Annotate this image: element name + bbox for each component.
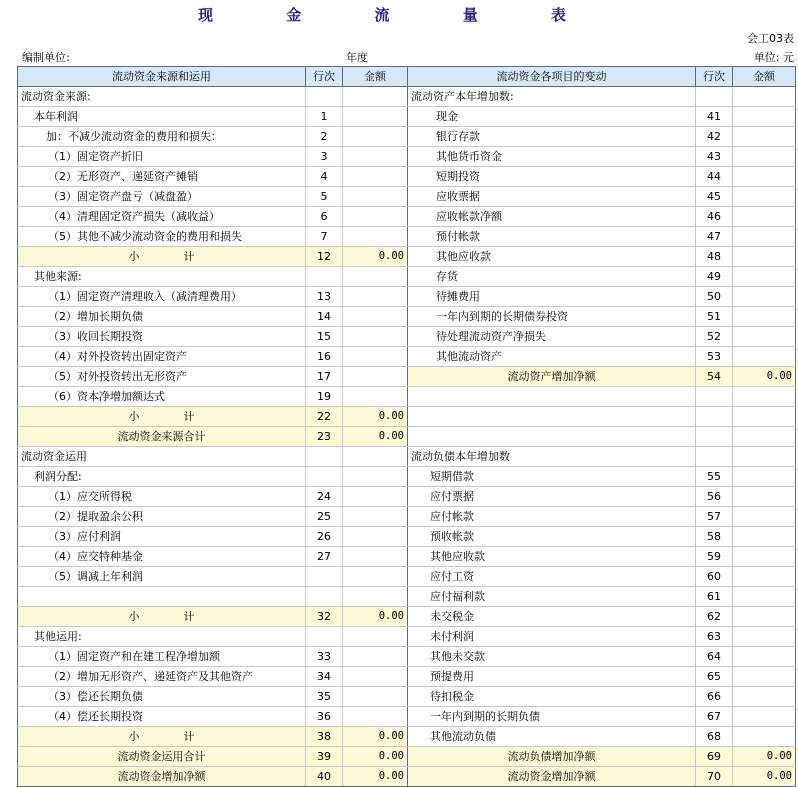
right-amount-cell[interactable] xyxy=(733,407,796,427)
right-amount-cell[interactable]: 0.00 xyxy=(733,747,796,767)
right-item-cell: 现金 xyxy=(408,107,696,127)
left-item-cell: （5）其他不减少流动资金的费用和损失 xyxy=(18,227,306,247)
left-item-cell: （1）固定资产清理收入（减清理费用） xyxy=(18,287,306,307)
table-row xyxy=(18,147,796,167)
table-row xyxy=(18,427,796,447)
right-item-cell xyxy=(408,387,696,407)
right-item-cell: 其他应收款 xyxy=(408,247,696,267)
right-item-cell: 预提费用 xyxy=(408,667,696,687)
right-line-cell: 50 xyxy=(696,287,733,307)
right-item-cell: 待扣税金 xyxy=(408,687,696,707)
left-line-cell: 34 xyxy=(306,667,343,687)
left-line-cell: 35 xyxy=(306,687,343,707)
left-item-cell: 小 计 xyxy=(18,727,306,747)
left-line-cell: 4 xyxy=(306,167,343,187)
right-item-cell: 银行存款 xyxy=(408,127,696,147)
table-row xyxy=(18,367,796,387)
left-item-cell: （1）固定资产折旧 xyxy=(18,147,306,167)
right-line-cell: 70 xyxy=(696,767,733,787)
left-item-cell: 流动资金运用 xyxy=(18,447,306,467)
left-line-cell: 3 xyxy=(306,147,343,167)
left-line-cell: 25 xyxy=(306,507,343,527)
left-amount-cell[interactable]: 0.00 xyxy=(343,727,408,747)
left-item-cell xyxy=(18,587,306,607)
right-amount-cell[interactable] xyxy=(733,227,796,247)
right-amount-cell[interactable] xyxy=(733,247,796,267)
right-item-cell: 短期借款 xyxy=(408,467,696,487)
right-line-cell: 43 xyxy=(696,147,733,167)
left-item-cell: （4）对外投资转出固定资产 xyxy=(18,347,306,367)
right-amount-cell[interactable] xyxy=(733,547,796,567)
right-line-cell: 48 xyxy=(696,247,733,267)
left-amount-cell[interactable] xyxy=(343,387,408,407)
left-amount-cell[interactable] xyxy=(343,367,408,387)
header-left-item: 流动资金来源和运用 xyxy=(18,67,306,87)
right-amount-cell[interactable] xyxy=(733,147,796,167)
right-amount-cell[interactable] xyxy=(733,607,796,627)
left-line-cell: 19 xyxy=(306,387,343,407)
right-line-cell xyxy=(696,407,733,427)
table-row xyxy=(18,307,796,327)
left-amount-cell[interactable]: 0.00 xyxy=(343,427,408,447)
right-amount-cell[interactable] xyxy=(733,447,796,467)
left-item-cell: （3）偿还长期负债 xyxy=(18,687,306,707)
right-item-cell: 应付工资 xyxy=(408,567,696,587)
right-line-cell xyxy=(696,387,733,407)
left-line-cell: 24 xyxy=(306,487,343,507)
right-line-cell: 69 xyxy=(696,747,733,767)
right-line-cell: 42 xyxy=(696,127,733,147)
table-row xyxy=(18,227,796,247)
left-amount-cell[interactable] xyxy=(343,547,408,567)
right-amount-cell[interactable] xyxy=(733,107,796,127)
right-item-cell: 其他流动负债 xyxy=(408,727,696,747)
left-amount-cell[interactable] xyxy=(343,267,408,287)
right-item-cell: 其他流动资产 xyxy=(408,347,696,367)
right-amount-cell[interactable] xyxy=(733,267,796,287)
right-line-cell: 54 xyxy=(696,367,733,387)
left-item-cell: 流动资金来源合计 xyxy=(18,427,306,447)
right-amount-cell[interactable] xyxy=(733,327,796,347)
right-item-cell: 流动资产增加净额 xyxy=(408,367,696,387)
left-line-cell: 32 xyxy=(306,607,343,627)
left-amount-cell[interactable] xyxy=(343,307,408,327)
left-item-cell: （2）增加长期负债 xyxy=(18,307,306,327)
left-item-cell: 利润分配: xyxy=(18,467,306,487)
left-amount-cell[interactable] xyxy=(343,327,408,347)
right-item-cell: 应收帐款净额 xyxy=(408,207,696,227)
left-amount-cell[interactable] xyxy=(343,507,408,527)
left-item-cell: （3）收回长期投资 xyxy=(18,327,306,347)
table-row xyxy=(18,107,796,127)
left-amount-cell[interactable]: 0.00 xyxy=(343,607,408,627)
left-amount-cell[interactable]: 0.00 xyxy=(343,767,408,787)
table-row xyxy=(18,127,796,147)
page-title: 现 金 流 量 表 xyxy=(198,6,600,24)
left-line-cell: 26 xyxy=(306,527,343,547)
left-line-cell: 22 xyxy=(306,407,343,427)
table-row xyxy=(18,87,796,107)
right-line-cell: 61 xyxy=(696,587,733,607)
table-row xyxy=(18,267,796,287)
left-amount-cell[interactable] xyxy=(343,127,408,147)
right-amount-cell[interactable] xyxy=(733,127,796,147)
right-line-cell: 53 xyxy=(696,347,733,367)
table-row xyxy=(18,587,796,607)
left-item-cell: 其他来源: xyxy=(18,267,306,287)
right-item-cell: 一年内到期的长期债券投资 xyxy=(408,307,696,327)
right-line-cell: 58 xyxy=(696,527,733,547)
right-line-cell xyxy=(696,427,733,447)
table-row xyxy=(18,327,796,347)
left-amount-cell[interactable]: 0.00 xyxy=(343,747,408,767)
left-amount-cell[interactable] xyxy=(343,647,408,667)
left-amount-cell[interactable] xyxy=(343,87,408,107)
right-line-cell: 59 xyxy=(696,547,733,567)
cash-flow-table xyxy=(17,66,796,787)
right-amount-cell[interactable] xyxy=(733,287,796,307)
header-left-line: 行次 xyxy=(306,67,343,87)
left-item-cell: （3）应付利润 xyxy=(18,527,306,547)
table-row xyxy=(18,547,796,567)
left-line-cell: 14 xyxy=(306,307,343,327)
header-right-item: 流动资金各项目的变动 xyxy=(408,67,696,87)
table-row xyxy=(18,667,796,687)
table-row xyxy=(18,647,796,667)
right-amount-cell[interactable] xyxy=(733,207,796,227)
header-left-amount: 金额 xyxy=(343,67,408,87)
table-row xyxy=(18,487,796,507)
table-row xyxy=(18,707,796,727)
left-amount-cell[interactable] xyxy=(343,567,408,587)
right-item-cell: 应付帐款 xyxy=(408,507,696,527)
right-item-cell: 应付福利款 xyxy=(408,587,696,607)
header-right-amount: 金额 xyxy=(733,67,796,87)
table-row xyxy=(18,247,796,267)
left-line-cell: 40 xyxy=(306,767,343,787)
right-line-cell: 66 xyxy=(696,687,733,707)
table-row xyxy=(18,347,796,367)
left-line-cell: 12 xyxy=(306,247,343,267)
left-line-cell: 33 xyxy=(306,647,343,667)
right-item-cell: 预付帐款 xyxy=(408,227,696,247)
left-amount-cell[interactable] xyxy=(343,207,408,227)
right-item-cell xyxy=(408,427,696,447)
left-amount-cell[interactable] xyxy=(343,487,408,507)
left-amount-cell[interactable] xyxy=(343,667,408,687)
right-item-cell: 预收帐款 xyxy=(408,527,696,547)
right-item-cell: 一年内到期的长期负债 xyxy=(408,707,696,727)
left-item-cell: （4）应交特种基金 xyxy=(18,547,306,567)
right-amount-cell[interactable] xyxy=(733,427,796,447)
table-header-row xyxy=(18,67,796,87)
table-row xyxy=(18,187,796,207)
left-amount-cell[interactable] xyxy=(343,467,408,487)
left-line-cell: 13 xyxy=(306,287,343,307)
left-item-cell: （4）偿还长期投资 xyxy=(18,707,306,727)
right-item-cell: 待处理流动资产净损失 xyxy=(408,327,696,347)
left-line-cell xyxy=(306,87,343,107)
right-line-cell: 49 xyxy=(696,267,733,287)
right-amount-cell[interactable] xyxy=(733,587,796,607)
left-line-cell: 17 xyxy=(306,367,343,387)
right-item-cell: 应收票据 xyxy=(408,187,696,207)
left-item-cell: （6）资本净增加额达式 xyxy=(18,387,306,407)
right-line-cell: 47 xyxy=(696,227,733,247)
right-line-cell: 52 xyxy=(696,327,733,347)
left-line-cell: 23 xyxy=(306,427,343,447)
left-amount-cell[interactable] xyxy=(343,347,408,367)
left-item-cell: （2）增加无形资产、递延资产及其他资产 xyxy=(18,667,306,687)
table-row xyxy=(18,407,796,427)
right-amount-cell[interactable] xyxy=(733,487,796,507)
left-item-cell: （5）调减上年利润 xyxy=(18,567,306,587)
table-row xyxy=(18,527,796,547)
right-line-cell xyxy=(696,447,733,467)
left-line-cell xyxy=(306,267,343,287)
left-item-cell: （1）固定资产和在建工程净增加额 xyxy=(18,647,306,667)
left-item-cell: 小 计 xyxy=(18,607,306,627)
table-row xyxy=(18,567,796,587)
left-amount-cell[interactable] xyxy=(343,627,408,647)
right-amount-cell[interactable] xyxy=(733,387,796,407)
table-row xyxy=(18,207,796,227)
left-item-cell: 流动资金增加净额 xyxy=(18,767,306,787)
left-item-cell: 本年利润 xyxy=(18,107,306,127)
right-item-cell: 未付利润 xyxy=(408,627,696,647)
left-amount-cell[interactable] xyxy=(343,447,408,467)
right-item-cell: 流动资金增加净额 xyxy=(408,767,696,787)
left-item-cell: （5）对外投资转出无形资产 xyxy=(18,367,306,387)
left-amount-cell[interactable] xyxy=(343,167,408,187)
left-amount-cell[interactable] xyxy=(343,187,408,207)
left-item-cell: （2）无形资产、递延资产摊销 xyxy=(18,167,306,187)
right-item-cell: 待摊费用 xyxy=(408,287,696,307)
left-line-cell xyxy=(306,587,343,607)
right-line-cell: 67 xyxy=(696,707,733,727)
right-amount-cell[interactable] xyxy=(733,87,796,107)
left-line-cell: 5 xyxy=(306,187,343,207)
table-row xyxy=(18,167,796,187)
right-amount-cell[interactable]: 0.00 xyxy=(733,367,796,387)
left-line-cell: 38 xyxy=(306,727,343,747)
right-item-cell: 其他应收款 xyxy=(408,547,696,567)
right-line-cell: 55 xyxy=(696,467,733,487)
left-line-cell: 39 xyxy=(306,747,343,767)
right-line-cell: 64 xyxy=(696,647,733,667)
right-item-cell xyxy=(408,407,696,427)
right-amount-cell[interactable] xyxy=(733,687,796,707)
right-amount-cell[interactable] xyxy=(733,527,796,547)
left-amount-cell[interactable] xyxy=(343,107,408,127)
right-line-cell: 41 xyxy=(696,107,733,127)
left-amount-cell[interactable] xyxy=(343,527,408,547)
right-amount-cell[interactable] xyxy=(733,727,796,747)
table-row xyxy=(18,447,796,467)
table-row xyxy=(18,607,796,627)
table-row xyxy=(18,627,796,647)
right-line-cell: 57 xyxy=(696,507,733,527)
left-amount-cell[interactable] xyxy=(343,587,408,607)
right-item-cell: 流动负债本年增加数 xyxy=(408,447,696,467)
right-amount-cell[interactable] xyxy=(733,307,796,327)
left-amount-cell[interactable] xyxy=(343,227,408,247)
right-amount-cell[interactable] xyxy=(733,707,796,727)
currency-unit: 单位: 元 xyxy=(753,51,794,64)
left-amount-cell[interactable]: 0.00 xyxy=(343,407,408,427)
left-item-cell: 小 计 xyxy=(18,407,306,427)
left-line-cell: 7 xyxy=(306,227,343,247)
left-line-cell xyxy=(306,627,343,647)
left-line-cell: 16 xyxy=(306,347,343,367)
left-item-cell: （3）固定资产盘亏（减盘盈） xyxy=(18,187,306,207)
right-line-cell: 63 xyxy=(696,627,733,647)
left-item-cell: （4）清理固定资产损失（减收益） xyxy=(18,207,306,227)
table-row xyxy=(18,287,796,307)
right-item-cell: 未交税金 xyxy=(408,607,696,627)
company-label: 编制单位: xyxy=(22,51,70,64)
left-amount-cell[interactable] xyxy=(343,707,408,727)
right-line-cell: 46 xyxy=(696,207,733,227)
right-line-cell: 62 xyxy=(696,607,733,627)
left-item-cell: （2）提取盈余公积 xyxy=(18,507,306,527)
left-item-cell: 小 计 xyxy=(18,247,306,267)
right-line-cell: 56 xyxy=(696,487,733,507)
table-row xyxy=(18,747,796,767)
right-item-cell: 其他货币资金 xyxy=(408,147,696,167)
right-amount-cell[interactable] xyxy=(733,187,796,207)
right-item-cell: 短期投资 xyxy=(408,167,696,187)
right-line-cell: 68 xyxy=(696,727,733,747)
right-item-cell: 应付票据 xyxy=(408,487,696,507)
table-row xyxy=(18,767,796,787)
right-amount-cell[interactable] xyxy=(733,347,796,367)
form-number: 会工03表 xyxy=(747,32,794,45)
left-line-cell: 1 xyxy=(306,107,343,127)
right-line-cell: 60 xyxy=(696,567,733,587)
left-line-cell: 6 xyxy=(306,207,343,227)
right-amount-cell[interactable] xyxy=(733,667,796,687)
right-item-cell: 流动负债增加净额 xyxy=(408,747,696,767)
left-line-cell: 2 xyxy=(306,127,343,147)
right-amount-cell[interactable] xyxy=(733,627,796,647)
left-amount-cell[interactable] xyxy=(343,287,408,307)
right-line-cell: 45 xyxy=(696,187,733,207)
left-item-cell: 流动资金运用合计 xyxy=(18,747,306,767)
left-line-cell xyxy=(306,567,343,587)
right-amount-cell[interactable] xyxy=(733,507,796,527)
right-amount-cell[interactable] xyxy=(733,167,796,187)
left-line-cell xyxy=(306,447,343,467)
left-amount-cell[interactable] xyxy=(343,687,408,707)
right-item-cell: 流动资产本年增加数: xyxy=(408,87,696,107)
left-line-cell: 15 xyxy=(306,327,343,347)
right-amount-cell[interactable] xyxy=(733,567,796,587)
left-line-cell: 27 xyxy=(306,547,343,567)
right-amount-cell[interactable]: 0.00 xyxy=(733,767,796,787)
right-amount-cell[interactable] xyxy=(733,467,796,487)
left-item-cell: 其他运用: xyxy=(18,627,306,647)
header-right-line: 行次 xyxy=(696,67,733,87)
right-line-cell: 65 xyxy=(696,667,733,687)
table-row xyxy=(18,467,796,487)
right-line-cell: 51 xyxy=(696,307,733,327)
right-item-cell: 存货 xyxy=(408,267,696,287)
left-item-cell: 加：不减少流动资金的费用和损失： xyxy=(18,127,306,147)
left-item-cell: 流动资金来源: xyxy=(18,87,306,107)
left-amount-cell[interactable] xyxy=(343,147,408,167)
table-row xyxy=(18,727,796,747)
right-line-cell xyxy=(696,87,733,107)
left-line-cell xyxy=(306,467,343,487)
year-label: 年度 xyxy=(346,51,368,64)
left-item-cell: （1）应交所得税 xyxy=(18,487,306,507)
right-line-cell: 44 xyxy=(696,167,733,187)
table-row xyxy=(18,507,796,527)
left-line-cell: 36 xyxy=(306,707,343,727)
table-row xyxy=(18,687,796,707)
right-amount-cell[interactable] xyxy=(733,647,796,667)
right-item-cell: 其他未交款 xyxy=(408,647,696,667)
table-row xyxy=(18,387,796,407)
left-amount-cell[interactable]: 0.00 xyxy=(343,247,408,267)
